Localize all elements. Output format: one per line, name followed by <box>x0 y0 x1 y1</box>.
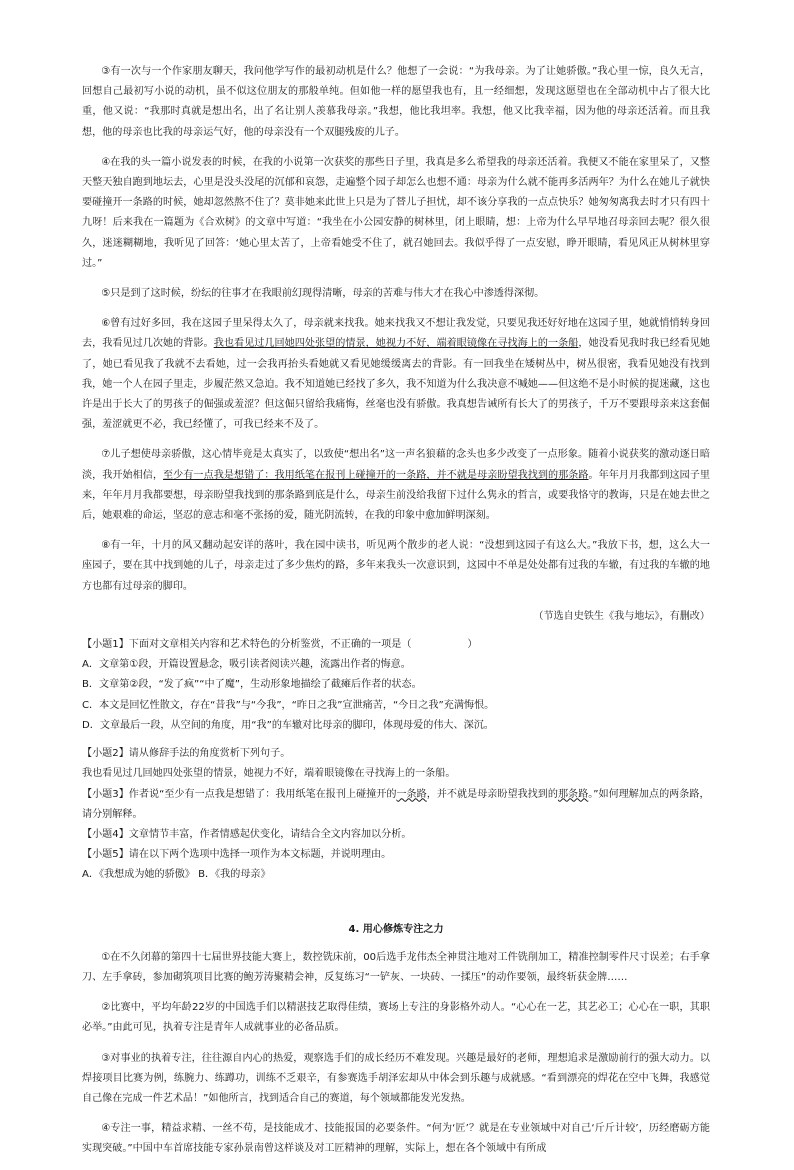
section-4-paragraph-3: ③对事业的执着专注，往往源自内心的热爱，观察选手们的成长经历不难发现。兴趣是最好的老师，理想追求是激励前行的强大动力。以焊接项目比赛为例，练腕力、练蹲功，训练不乏艰辛，有参赛选手胡泽宏却从中体会到乐趣与成就感。“看到漂亮的焊花在空中飞舞，我感觉自己像在完成一件艺术品！”如他所言，找到适合自己的赛道，每个领域都能发光发热。 <box>82 1052 710 1104</box>
paragraph-7 <box>82 445 710 526</box>
question-1 <box>82 635 710 736</box>
question-4: 【小题4】文章情节丰富，作者情感起伏变化，请结合全文内容加以分析。 <box>82 828 412 840</box>
question-5: 【小题5】请在以下两个选项中选择一项作为本文标题，并说明理由。 <box>82 849 392 861</box>
dotted-word-1: 一条路 <box>396 788 427 800</box>
underlined-sentence-2: 至少有一点我是想错了：我用纸笔在报刊上碰撞开的一条路，并不就是母亲盼望我找到的那条路 <box>163 469 589 481</box>
document-body <box>82 62 710 1170</box>
paragraph-4: ④在我的头一篇小说发表的时候，在我的小说第一次获奖的那些日子里，我真是多么希望我的母亲还活着。我便又不能在家里呆了，又整天整天独自跑到地坛去，心里是没头没尾的沉郁和哀怨，走遍整个园子却怎么也想不通：母亲为什么就不能再多活两年？为什么在她儿子就快要碰撞开一条路的时候，她却忽然熬不住了？莫非她来此世上只是为了替儿子担忧，却不该分享我的一点点快乐？她匆匆离我去时才只有四十九呀！后来我在一篇题为《合欢树》的文章中写道：“我坐在小公园安静的树林里，闭上眼睛，想：上帝为什么早早地召母亲回去呢？很久很久，迷迷糊糊地，我听见了回答：‘她心里太苦了，上帝看她受不住了，就召她回去。我似乎得了一点安慰，睁开眼睛，看见风正从树林里穿过。” <box>82 156 710 269</box>
section-4-title: 4. 用心修炼专注之力 <box>348 923 444 935</box>
option-b: B．文章第②段，“发了疯”“中了魔”，生动形象地描绘了截瘫后作者的状态。 <box>82 679 422 691</box>
question-1-stem: 【小题1】下面对文章相关内容和艺术特色的分析鉴赏，不正确的一项是（ ） <box>82 639 478 651</box>
paragraph-7-start: ⑦儿子想使母亲骄傲，这心情毕竟是太真实了，以致使“想出名”这一声名狼藉的念头也多少改变了一点形象。随着小说获奖的激动逐日暗淡，我开始相信， <box>82 449 710 481</box>
option-a: A．文章第①段，开篇设置悬念，吸引读者阅读兴趣，流露出作者的悔意。 <box>82 659 411 671</box>
section-4-paragraph-1: ①在不久闭幕的第四十七届世界技能大赛上，数控铣床前，00后选手龙伟杰全神贯注地对工件铣削加工，精准控制零件尺寸误差；右手拿刀、左手拿砖，参加砌筑项目比赛的鲍芳涛聚精会神，反复练习“一铲灰、一块砖、一揉压”的动作要领，最终斩获金牌…… <box>82 951 710 983</box>
option-c: C．本文是回忆性散文，存在“昔我”与“今我”，“昨日之我”宣泄痛苦，“今日之我”充满悔恨。 <box>82 699 495 711</box>
question-3: 【小题3】作者说“至少有一点我是想错了：我用纸笔在报刊上碰撞开的一条路，并不就是母亲盼望我找到的那条路。”如何理解加点的两条路，请分别解释。 <box>82 788 710 820</box>
dotted-word-2: 那条路 <box>557 788 589 800</box>
option-d: D．文章最后一段，从空间的角度，用“我”的车辙对比母亲的脚印，体现母爱的伟大、深沉。 <box>82 719 494 731</box>
paragraph-6-start: ⑥曾有过好多回，我在这园子里呆得太久了，母亲就来找我。她来找我又不想让我发觉，只要见我还好好地在这园子里，她就悄悄转身回去，我看见过几次她的背影。 <box>82 318 710 350</box>
source-citation: （节选自史铁生《我与地坛》，有删改） <box>533 610 710 622</box>
question-2-stem: 【小题2】请从修辞手法的角度赏析下列句子。 <box>82 748 291 760</box>
section-4-paragraph-4: ④专注一事，精益求精、一丝不苟，是技能成才、技能报国的必要条件。“何为‘匠’？就是在专业领域中对自己‘斤斤计较’，历经磨砺方能实现突破。”中国中车首席技能专家孙景南曾这样谈及对工匠精神的理解，实际上，想在各个领域中有所成 <box>82 1123 710 1155</box>
underlined-sentence: 我也看见过几回她四处张望的情景，她视力不好，端着眼镜像在寻找海上的一条船 <box>213 338 579 350</box>
question-2-text: 我也看见过几回她四处张望的情景，她视力不好，端着眼镜像在寻找海上的一条船。 <box>82 768 456 780</box>
paragraph-7-end: 。年年月月我都到这园子里来，年年月月我都要想，母亲盼望我找到的那条路到底是什么，母亲生前没给我留下过什么隽永的哲言，或要我恪守的教诲，只是在她去世之后，她艰难的命运，坚忍的意志和毫不张扬的爱，随光阴流转，在我的印象中愈加鲜明深刻。 <box>82 469 711 522</box>
paragraph-5: ⑤只是到了这时候，纷纭的往事才在我眼前幻现得清晰，母亲的苦难与伟大才在我心中渗透得深彻。 <box>101 288 545 300</box>
paragraph-3: ③有一次与一个作家朋友聊天，我问他学写作的最初动机是什么？他想了一会说：“为我母亲。为了让她骄傲。”我心里一惊，良久无言，回想自己最初写小说的动机，虽不似这位朋友的那般单纯。但如他一样的愿望我也有，且一经细想，发现这愿望也在全部动机中占了很大比重，他又说：“我那时真就是想出名，出了名让别人羡慕我母亲。”我想，他比我坦率。我想，他又比我幸福，因为他的母亲还活着。而且我想，他的母亲也比我的母亲运气好，他的母亲没有一个双腿残废的儿子。 <box>82 66 710 138</box>
paragraph-6-end: ，她没看见我时我已经看见她了，她已看见我了我就不去看她，过一会我再抬头看她就又看见她缓缓离去的背影。有一回我坐在矮树丛中，树丛很密，我看见她没有找到我，她一个人在园子里走，步履茫然又急迫。我不知道她已经找了多久，我不知道为什么我决意不喊她——但这绝不是小时候的捉迷藏，这也许是出于长大了的男孩子的倔强或羞涩？但这倔只留给我痛悔，丝毫也没有骄傲。我真想告诫所有长大了的男孩子，千万不要跟母亲来这套倔强，羞涩就更不必，我已经懂了，可我已经来不及了。 <box>82 338 711 431</box>
questions-2-5 <box>82 744 710 885</box>
section-4-paragraph-2: ②比赛中，平均年龄22岁的中国选手们以精湛技艺取得佳绩，赛场上专注的身影格外动人。“心心在一艺，其艺必工；心心在一职，其职必举。”由此可见，执着专注是青年人成就事业的必备品质。 <box>82 1002 710 1034</box>
question-5-options: A．《我想成为她的骄傲》 B．《我的母亲》 <box>82 869 271 881</box>
paragraph-8: ⑧有一年，十月的风又翻动起安详的落叶，我在园中读书，听见两个散步的老人说：“没想到这园子有这么大。”我放下书，想，这么大一座园子，要在其中找到她的儿子，母亲走过了多少焦灼的路，多年来我头一次意识到，这园中不单是处处都有过我的车辙，有过我的车辙的地方也都有过母亲的脚印。 <box>82 540 710 592</box>
paragraph-6 <box>82 314 710 435</box>
